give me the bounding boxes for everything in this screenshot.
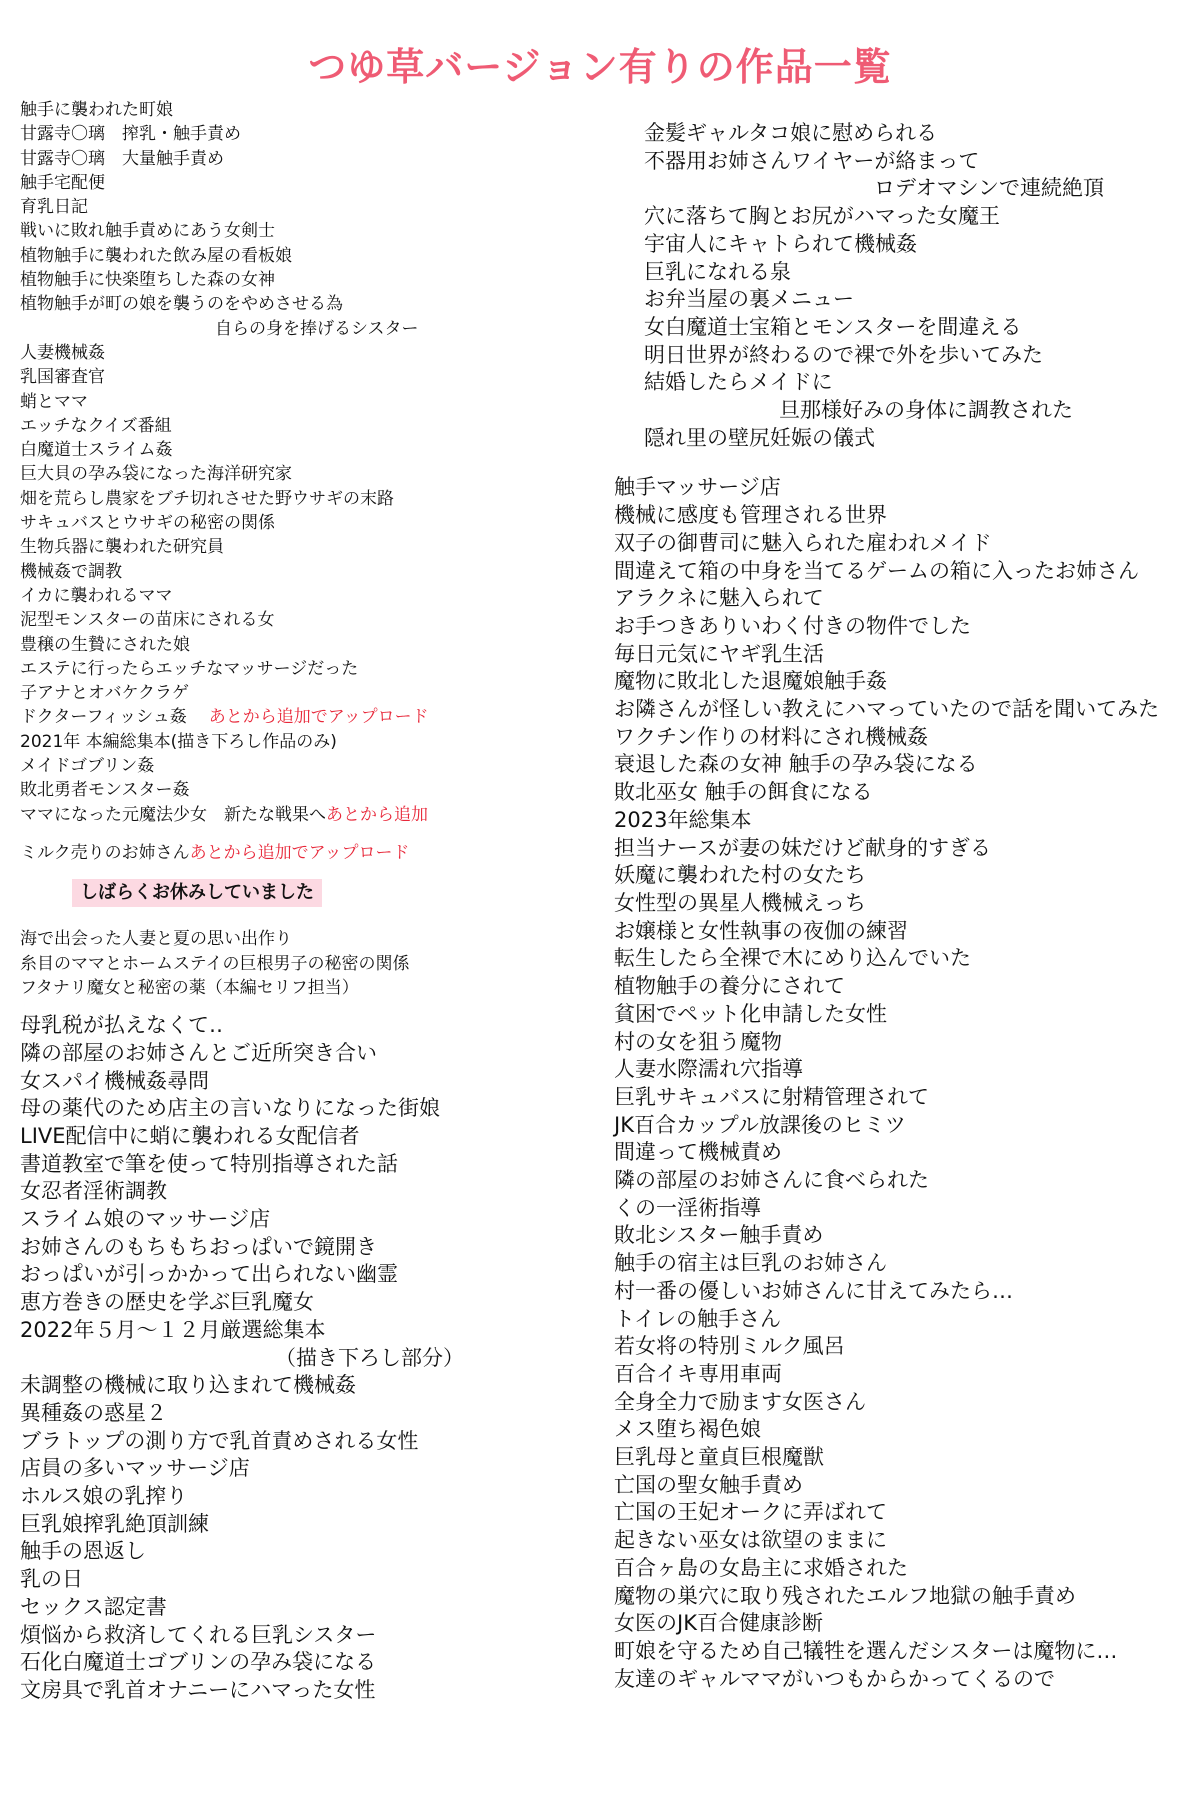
list-item: 蛸とママ xyxy=(20,391,88,412)
item-title: ママになった元魔法少女 新たな戦果へ xyxy=(20,804,326,825)
right-list-group-1a xyxy=(644,120,1159,175)
list-item: 生物兵器に襲われた研究員 xyxy=(20,537,224,558)
list-item: 母の薬代のため店主の言いなりになった街娘 xyxy=(20,1096,440,1121)
list-item: お弁当屋の裏メニュー xyxy=(644,287,854,312)
list-item: 魔物に敗北した退魔娘触手姦 xyxy=(614,669,887,694)
list-item: お姉さんのもちもちおっぱいで鏡開き xyxy=(20,1234,377,1259)
list-item: 間違って機械責め xyxy=(614,1140,782,1165)
list-item: 人妻水際濡れ穴指導 xyxy=(614,1057,803,1082)
list-item xyxy=(20,705,464,729)
list-item: 植物触手に快楽堕ちした森の女神 xyxy=(20,270,275,291)
list-item: スライム娘のマッサージ店 xyxy=(20,1207,271,1232)
item-title: ドクターフィッシュ姦 xyxy=(20,707,187,728)
list-item: 百合イキ専用車両 xyxy=(614,1361,782,1386)
list-item: 煩悩から救済してくれる巨乳シスター xyxy=(20,1622,377,1647)
left-list-group-3 xyxy=(20,730,464,803)
left-column xyxy=(20,98,464,1705)
list-item: 明日世界が終わるので裸で外を歩いてみた xyxy=(644,342,1043,367)
list-item: イカに襲われるママ xyxy=(20,585,173,606)
list-item: 巨大貝の孕み袋になった海洋研究家 xyxy=(20,464,292,485)
list-item: 敗北巫女 触手の餌食になる xyxy=(614,780,873,805)
list-item: 乳の日 xyxy=(20,1567,83,1592)
list-item: 担当ナースが妻の妹だけど献身的すぎる xyxy=(614,835,991,860)
list-item: 2022年５月～１２月厳選総集本 xyxy=(20,1317,326,1342)
list-item: JK百合カップル放課後のヒミツ xyxy=(614,1112,906,1137)
right-list-group-2 xyxy=(614,474,1159,1693)
list-item: 甘露寺〇璃 搾乳・触手責め xyxy=(20,124,241,145)
list-item: 結婚したらメイドに xyxy=(644,370,833,395)
list-item: おっぱいが引っかかって出られない幽霊 xyxy=(20,1262,398,1287)
list-item: 魔物の巣穴に取り残されたエルフ地獄の触手責め xyxy=(614,1583,1076,1608)
list-item: 触手に襲われた町娘 xyxy=(20,100,173,120)
list-item: 亡国の聖女触手責め xyxy=(614,1472,803,1497)
list-item xyxy=(20,841,464,865)
list-item: お嬢様と女性執事の夜伽の練習 xyxy=(614,918,908,943)
list-item: 触手宅配便 xyxy=(20,172,105,193)
list-item: 巨乳母と童貞巨根魔獣 xyxy=(614,1445,824,1470)
list-item: 女白魔道士宝箱とモンスターを間違える xyxy=(644,314,1022,339)
list-item: 妖魔に襲われた村の女たち xyxy=(614,863,866,888)
left-list-group-1 xyxy=(20,98,464,317)
right-list-group-1b xyxy=(644,203,1159,397)
list-item: 敗北勇者モンスター姦 xyxy=(20,780,190,801)
left-list-group-6 xyxy=(20,1372,464,1704)
list-item: 金髪ギャルタコ娘に慰められる xyxy=(644,121,938,145)
left-list-group-2 xyxy=(20,341,464,705)
right-column xyxy=(614,120,1159,1693)
list-item: 宇宙人にキャトられて機械姦 xyxy=(644,231,917,256)
list-item: フタナリ魔女と秘密の薬（本編セリフ担当） xyxy=(20,977,359,998)
list-item-continuation: 自らの身を捧げるシスター xyxy=(215,318,419,339)
list-item: 女医のJK百合健康診断 xyxy=(614,1611,823,1636)
list-item: 友達のギャルママがいつもからかってくるので xyxy=(614,1666,1055,1691)
hiatus-label: しばらくお休みしていました xyxy=(72,879,322,907)
list-item: 人妻機械姦 xyxy=(20,342,105,363)
list-item: 母乳税が払えなくて‥ xyxy=(20,1013,224,1038)
list-item: 村の女を狙う魔物 xyxy=(614,1029,782,1054)
list-item: 巨乳になれる泉 xyxy=(644,259,791,284)
list-item: 女忍者淫術調教 xyxy=(20,1179,167,1204)
upload-note: あとから追加でアップロード xyxy=(208,707,429,728)
list-item: 植物触手に襲われた飲み屋の看板娘 xyxy=(20,245,292,266)
list-item: メイドゴブリン姦 xyxy=(20,756,155,777)
list-item: 店員の多いマッサージ店 xyxy=(20,1456,250,1481)
list-item: 植物触手が町の娘を襲うのをやめさせる為 xyxy=(20,294,343,315)
list-item: メス堕ち褐色娘 xyxy=(614,1417,761,1442)
list-item: 触手の宿主は巨乳のお姉さん xyxy=(614,1251,887,1276)
list-item: 貧困でペット化申請した女性 xyxy=(614,1001,887,1026)
list-item: お手つきありいわく付きの物件でした xyxy=(614,613,971,638)
list-item: 双子の御曹司に魅入られた雇われメイド xyxy=(614,530,992,555)
list-item: 全身全力で励ます女医さん xyxy=(614,1389,866,1414)
list-item: 文房具で乳首オナニーにハマった女性 xyxy=(20,1677,376,1702)
list-item: サキュバスとウサギの秘密の関係 xyxy=(20,513,275,534)
list-item: 隠れ里の壁尻妊娠の儀式 xyxy=(644,425,875,450)
list-item: 未調整の機械に取り込まれて機械姦 xyxy=(20,1373,356,1398)
list-item: お隣さんが怪しい教えにハマっていたので話を聞いてみた xyxy=(614,697,1160,722)
list-item: 起きない巫女は欲望のままに xyxy=(614,1528,887,1553)
list-item: トイレの触手さん xyxy=(614,1306,781,1331)
list-item: 百合ヶ島の女島主に求婚された xyxy=(614,1555,908,1580)
list-item: 2021年 本編総集本(描き下ろし作品のみ) xyxy=(20,731,337,752)
list-item: 隣の部屋のお姉さんとご近所突き合い xyxy=(20,1040,377,1065)
list-item-continuation: ロデオマシンで連続絶頂 xyxy=(874,176,1105,201)
list-item: 町娘を守るため自己犠牲を選んだシスターは魔物に… xyxy=(614,1638,1118,1663)
list-item: 不器用お姉さんワイヤーが絡まって xyxy=(644,148,980,173)
list-item-continuation: （描き下ろし部分） xyxy=(275,1345,464,1370)
list-item xyxy=(20,803,464,827)
list-item: 機械姦で調教 xyxy=(20,561,122,582)
list-item: 糸目のママとホームステイの巨根男子の秘密の関係 xyxy=(20,953,410,974)
page-title: つゆ草バージョン有りの作品一覧 xyxy=(308,45,892,89)
list-item: 隣の部屋のお姉さんに食べられた xyxy=(614,1168,929,1193)
list-item: 育乳日記 xyxy=(20,197,88,218)
list-item: 毎日元気にヤギ乳生活 xyxy=(614,641,824,666)
list-item: 乳国審査官 xyxy=(20,367,105,388)
list-item: アラクネに魅入られて xyxy=(614,586,824,611)
list-item: 子アナとオバケクラゲ xyxy=(20,683,189,704)
list-item: 転生したら全裸で木にめり込んでいた xyxy=(614,946,971,971)
list-item: 女スパイ機械姦尋問 xyxy=(20,1068,209,1093)
upload-note: あとから追加 xyxy=(326,804,428,825)
list-item: 戦いに敗れ触手責めにあう女剣士 xyxy=(20,221,275,242)
list-item-continuation: 旦那様好みの身体に調教された xyxy=(779,398,1073,423)
left-list-group-5 xyxy=(20,1012,464,1344)
list-item: ワクチン作りの材料にされ機械姦 xyxy=(614,724,928,749)
list-item: セックス認定書 xyxy=(20,1594,167,1619)
list-item: 恵方巻きの歴史を学ぶ巨乳魔女 xyxy=(20,1290,314,1315)
list-item: 穴に落ちて胸とお尻がハマった女魔王 xyxy=(644,204,1000,229)
list-item: 間違えて箱の中身を当てるゲームの箱に入ったお姉さん xyxy=(614,558,1139,583)
upload-note: あとから追加でアップロード xyxy=(189,842,410,863)
list-item: 巨乳娘搾乳絶頂訓練 xyxy=(20,1511,209,1536)
list-item: 敗北シスター触手責め xyxy=(614,1223,824,1248)
list-item: 巨乳サキュバスに射精管理されて xyxy=(614,1084,929,1109)
list-item: 畑を荒らし農家をブチ切れさせた野ウサギの末路 xyxy=(20,488,394,509)
list-item: 亡国の王妃オークに弄ばれて xyxy=(614,1500,887,1525)
list-item: LIVE配信中に蛸に襲われる女配信者 xyxy=(20,1123,360,1148)
list-item: 甘露寺〇璃 大量触手責め xyxy=(20,148,224,169)
list-item: くの一淫術指導 xyxy=(614,1195,761,1220)
list-item: 触手マッサージ店 xyxy=(614,475,781,500)
list-item: 白魔道士スライム姦 xyxy=(20,440,173,461)
list-item: 石化白魔道士ゴブリンの孕み袋になる xyxy=(20,1650,377,1675)
list-item: 泥型モンスターの苗床にされる女 xyxy=(20,610,275,631)
list-item: 2023年総集本 xyxy=(614,807,752,832)
item-title: ミルク売りのお姉さん xyxy=(20,842,190,863)
list-item: ホルス娘の乳搾り xyxy=(20,1484,188,1509)
left-list-group-4 xyxy=(20,927,464,1000)
list-item: 機械に感度も管理される世界 xyxy=(614,503,887,528)
list-item: 異種姦の惑星２ xyxy=(20,1400,167,1425)
list-item: エッチなクイズ番組 xyxy=(20,415,172,436)
list-item: 植物触手の養分にされて xyxy=(614,974,845,999)
right-list-group-1c xyxy=(644,425,1159,453)
list-item: 豊穣の生贄にされた娘 xyxy=(20,634,190,655)
list-item: 書道教室で筆を使って特別指導された話 xyxy=(20,1151,398,1176)
list-item: 海で出会った人妻と夏の思い出作り xyxy=(20,929,292,950)
list-item: 女性型の異星人機械えっち xyxy=(614,890,866,915)
list-item: 触手の恩返し xyxy=(20,1539,146,1564)
list-item: ブラトップの測り方で乳首責めされる女性 xyxy=(20,1428,419,1453)
list-item: エステに行ったらエッチなマッサージだった xyxy=(20,658,359,679)
list-item: 村一番の優しいお姉さんに甘えてみたら… xyxy=(614,1278,1013,1303)
list-item: 若女将の特別ミルク風呂 xyxy=(614,1334,845,1359)
list-item: 衰退した森の女神 触手の孕み袋になる xyxy=(614,752,978,777)
